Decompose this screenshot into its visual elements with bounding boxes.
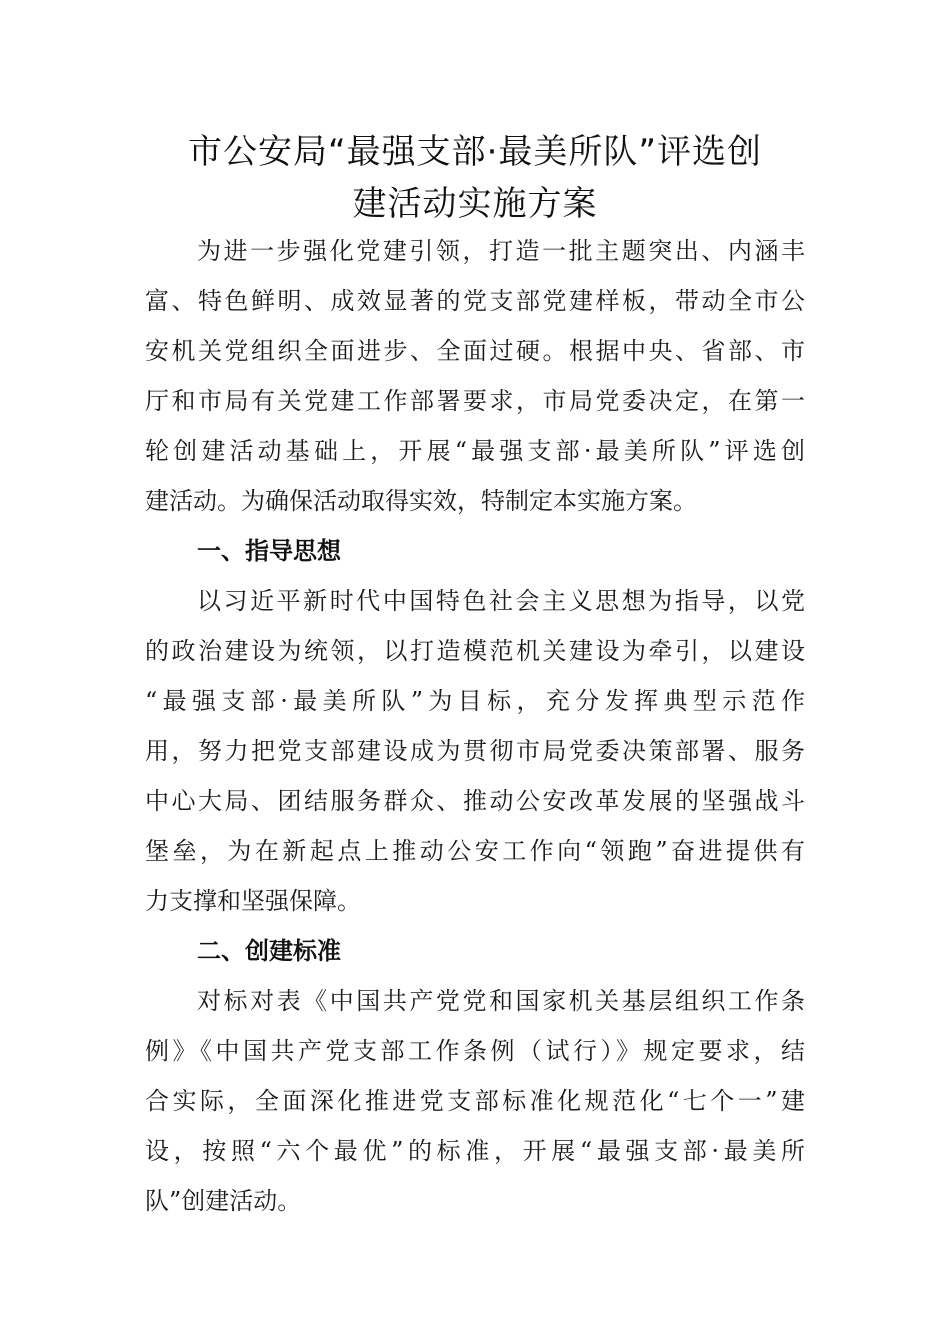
intro-line: 安机关党组织全面进步、全面过硬。根据中央、省部、市: [145, 337, 805, 365]
section1-line: “最强支部·最美所队”为目标，充分发挥典型示范作: [145, 687, 805, 715]
intro-line: 富、特色鲜明、成效显著的党支部党建样板，带动全市公: [145, 287, 805, 315]
intro-line: 厅和市局有关党建工作部署要求，市局党委决定，在第一: [145, 387, 805, 415]
section2-line: 例》《中国共产党支部工作条例（试行）》规定要求，结: [145, 1037, 805, 1065]
document-title-line-1: 市公安局“最强支部·最美所队”评选创: [187, 132, 763, 172]
intro-line: 轮创建活动基础上，开展“最强支部·最美所队”评选创: [145, 437, 805, 465]
section1-line: 用，努力把党支部建设成为贯彻市局党委决策部署、服务: [145, 737, 805, 765]
intro-line: 建活动。为确保活动取得实效，特制定本实施方案。: [145, 487, 697, 515]
section1-line: 中心大局、团结服务群众、推动公安改革发展的坚强战斗: [145, 787, 805, 815]
section2-line: 对标对表《中国共产党党和国家机关基层组织工作条: [197, 987, 805, 1015]
section1-line: 的政治建设为统领，以打造模范机关建设为牵引，以建设: [145, 637, 805, 665]
section2-line: 队”创建活动。: [145, 1187, 302, 1215]
section1-line: 力支撑和坚强保障。: [145, 887, 361, 915]
document-title-line-2: 建活动实施方案: [352, 184, 598, 224]
intro-line: 为进一步强化党建引领，打造一批主题突出、内涵丰: [197, 237, 805, 265]
section2-line: 设，按照“六个最优”的标准，开展“最强支部·最美所: [145, 1137, 805, 1165]
section2-line: 合实际，全面深化推进党支部标准化规范化“七个一”建: [145, 1087, 805, 1115]
section-heading-guiding-ideology: 一、指导思想: [197, 537, 341, 565]
section1-line: 堡垒，为在新起点上推动公安工作向“领跑”奋进提供有: [145, 837, 805, 865]
section1-line: 以习近平新时代中国特色社会主义思想为指导，以党: [197, 587, 805, 615]
section-heading-creation-standards: 二、创建标准: [197, 937, 341, 965]
